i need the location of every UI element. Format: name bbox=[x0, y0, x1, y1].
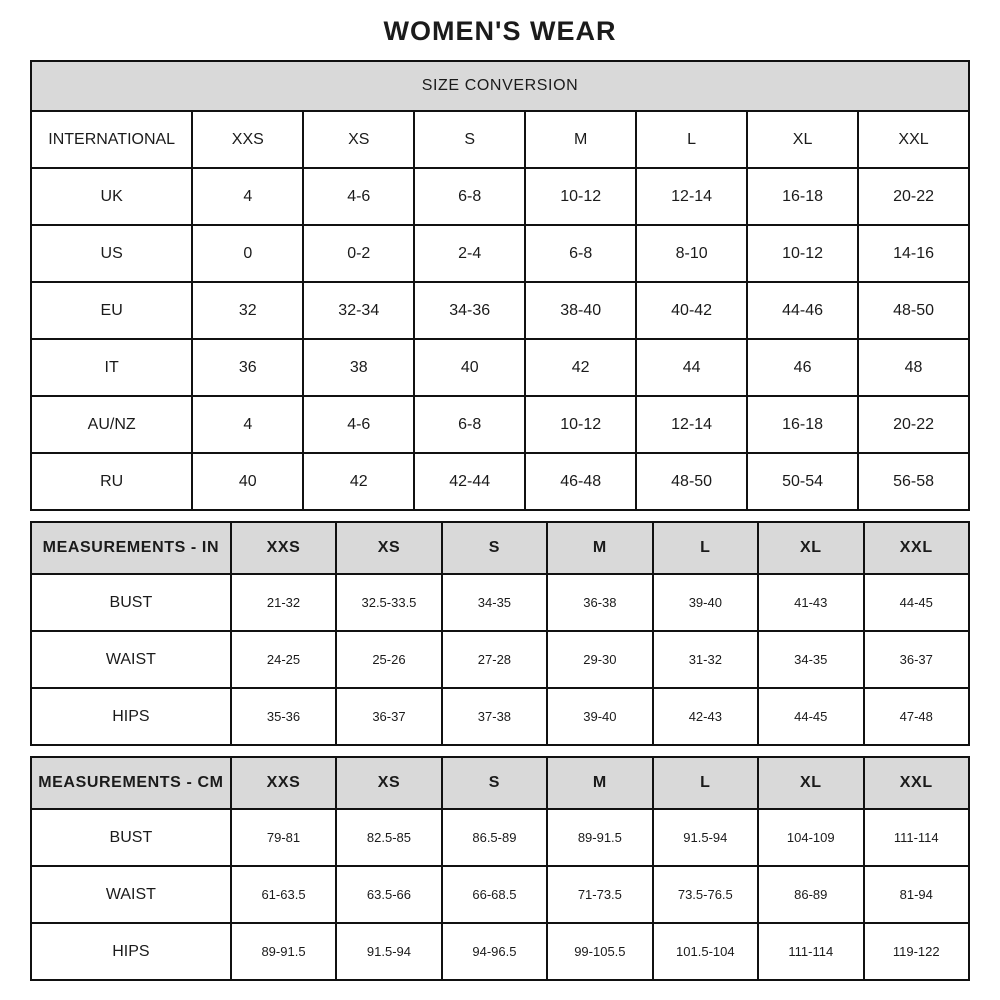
cell: 0 bbox=[192, 225, 303, 282]
column-header: XL bbox=[758, 757, 863, 809]
cell: 111-114 bbox=[864, 809, 970, 866]
table-row bbox=[31, 453, 969, 510]
column-header: XXS bbox=[192, 111, 303, 168]
cell: 32 bbox=[192, 282, 303, 339]
cell: 44-45 bbox=[758, 688, 863, 745]
cell: 6-8 bbox=[414, 168, 525, 225]
cell: 42 bbox=[303, 453, 414, 510]
cell: 39-40 bbox=[653, 574, 758, 631]
header-row bbox=[31, 757, 969, 809]
cell: 6-8 bbox=[525, 225, 636, 282]
cell: 56-58 bbox=[858, 453, 969, 510]
column-header: XXL bbox=[864, 757, 970, 809]
cell: 38 bbox=[303, 339, 414, 396]
cell: 40 bbox=[414, 339, 525, 396]
cell: 79-81 bbox=[231, 809, 336, 866]
table-row bbox=[31, 923, 969, 980]
cell: 20-22 bbox=[858, 396, 969, 453]
row-label: BUST bbox=[31, 809, 231, 866]
page-title: WOMEN'S WEAR bbox=[383, 16, 617, 46]
cell: 44 bbox=[636, 339, 747, 396]
table-row bbox=[31, 866, 969, 923]
table-row bbox=[31, 168, 969, 225]
column-header: XXS bbox=[231, 522, 336, 574]
cell: 38-40 bbox=[525, 282, 636, 339]
cell: 20-22 bbox=[858, 168, 969, 225]
cell: 0-2 bbox=[303, 225, 414, 282]
cell: 10-12 bbox=[525, 168, 636, 225]
column-header: S bbox=[442, 757, 547, 809]
cell: 119-122 bbox=[864, 923, 970, 980]
column-header: XS bbox=[336, 522, 441, 574]
cell: 34-35 bbox=[442, 574, 547, 631]
table-row bbox=[31, 339, 969, 396]
cell: 94-96.5 bbox=[442, 923, 547, 980]
cell: 36-37 bbox=[864, 631, 970, 688]
cell: 21-32 bbox=[231, 574, 336, 631]
table-row bbox=[31, 574, 969, 631]
cell: 32-34 bbox=[303, 282, 414, 339]
row-label: BUST bbox=[31, 574, 231, 631]
size-conversion-table bbox=[30, 60, 970, 511]
cell: 63.5-66 bbox=[336, 866, 441, 923]
cell: 46-48 bbox=[525, 453, 636, 510]
measurements-in-table bbox=[30, 521, 970, 746]
column-header: XXS bbox=[231, 757, 336, 809]
cell: 10-12 bbox=[525, 396, 636, 453]
cell: 29-30 bbox=[547, 631, 652, 688]
cell: 44-46 bbox=[747, 282, 858, 339]
column-header: L bbox=[653, 522, 758, 574]
row-label: WAIST bbox=[31, 866, 231, 923]
table-row bbox=[31, 688, 969, 745]
column-header: L bbox=[636, 111, 747, 168]
cell: 47-48 bbox=[864, 688, 970, 745]
column-header: XXL bbox=[858, 111, 969, 168]
cell: 82.5-85 bbox=[336, 809, 441, 866]
cell: 39-40 bbox=[547, 688, 652, 745]
column-header: XXL bbox=[864, 522, 970, 574]
cell: 4-6 bbox=[303, 396, 414, 453]
cell: 12-14 bbox=[636, 168, 747, 225]
row-label: RU bbox=[31, 453, 192, 510]
cell: 27-28 bbox=[442, 631, 547, 688]
cell: 89-91.5 bbox=[547, 809, 652, 866]
column-header: XL bbox=[758, 522, 863, 574]
cell: 50-54 bbox=[747, 453, 858, 510]
cell: 73.5-76.5 bbox=[653, 866, 758, 923]
cell: 48-50 bbox=[858, 282, 969, 339]
cell: 16-18 bbox=[747, 168, 858, 225]
row-label: HIPS bbox=[31, 688, 231, 745]
column-header: M bbox=[547, 522, 652, 574]
cell: 34-36 bbox=[414, 282, 525, 339]
table-row bbox=[31, 631, 969, 688]
header-row bbox=[31, 522, 969, 574]
table-title-row bbox=[31, 61, 969, 111]
cell: 37-38 bbox=[442, 688, 547, 745]
row-label: AU/NZ bbox=[31, 396, 192, 453]
cell: 25-26 bbox=[336, 631, 441, 688]
cell: 42-44 bbox=[414, 453, 525, 510]
cell: 31-32 bbox=[653, 631, 758, 688]
column-header: XL bbox=[747, 111, 858, 168]
column-header: XS bbox=[336, 757, 441, 809]
cell: 46 bbox=[747, 339, 858, 396]
cell: 101.5-104 bbox=[653, 923, 758, 980]
column-header: S bbox=[442, 522, 547, 574]
cell: 2-4 bbox=[414, 225, 525, 282]
cell: 12-14 bbox=[636, 396, 747, 453]
cell: 81-94 bbox=[864, 866, 970, 923]
column-header: L bbox=[653, 757, 758, 809]
cell: 111-114 bbox=[758, 923, 863, 980]
table-row bbox=[31, 225, 969, 282]
cell: 4-6 bbox=[303, 168, 414, 225]
row-label: UK bbox=[31, 168, 192, 225]
cell: 66-68.5 bbox=[442, 866, 547, 923]
cell: 86-89 bbox=[758, 866, 863, 923]
cell: 36-38 bbox=[547, 574, 652, 631]
size-conversion-title: SIZE CONVERSION bbox=[31, 61, 969, 111]
row-label: HIPS bbox=[31, 923, 231, 980]
cell: 32.5-33.5 bbox=[336, 574, 441, 631]
cell: 40 bbox=[192, 453, 303, 510]
row-label: IT bbox=[31, 339, 192, 396]
column-header: INTERNATIONAL bbox=[31, 111, 192, 168]
cell: 89-91.5 bbox=[231, 923, 336, 980]
table-row bbox=[31, 809, 969, 866]
cell: 86.5-89 bbox=[442, 809, 547, 866]
cell: 99-105.5 bbox=[547, 923, 652, 980]
cell: 44-45 bbox=[864, 574, 970, 631]
row-label: US bbox=[31, 225, 192, 282]
row-label: WAIST bbox=[31, 631, 231, 688]
cell: 61-63.5 bbox=[231, 866, 336, 923]
cell: 8-10 bbox=[636, 225, 747, 282]
cell: 42-43 bbox=[653, 688, 758, 745]
cell: 6-8 bbox=[414, 396, 525, 453]
column-header: M bbox=[525, 111, 636, 168]
cell: 4 bbox=[192, 168, 303, 225]
table-row bbox=[31, 396, 969, 453]
column-header: S bbox=[414, 111, 525, 168]
row-label: EU bbox=[31, 282, 192, 339]
cell: 91.5-94 bbox=[336, 923, 441, 980]
column-header: MEASUREMENTS - IN bbox=[31, 522, 231, 574]
cell: 71-73.5 bbox=[547, 866, 652, 923]
cell: 10-12 bbox=[747, 225, 858, 282]
cell: 14-16 bbox=[858, 225, 969, 282]
cell: 104-109 bbox=[758, 809, 863, 866]
cell: 16-18 bbox=[747, 396, 858, 453]
column-header: M bbox=[547, 757, 652, 809]
cell: 48 bbox=[858, 339, 969, 396]
column-header: XS bbox=[303, 111, 414, 168]
column-header: MEASUREMENTS - CM bbox=[31, 757, 231, 809]
cell: 41-43 bbox=[758, 574, 863, 631]
cell: 91.5-94 bbox=[653, 809, 758, 866]
cell: 48-50 bbox=[636, 453, 747, 510]
cell: 36 bbox=[192, 339, 303, 396]
cell: 35-36 bbox=[231, 688, 336, 745]
cell: 40-42 bbox=[636, 282, 747, 339]
cell: 34-35 bbox=[758, 631, 863, 688]
cell: 42 bbox=[525, 339, 636, 396]
cell: 24-25 bbox=[231, 631, 336, 688]
header-row bbox=[31, 111, 969, 168]
cell: 4 bbox=[192, 396, 303, 453]
table-row bbox=[31, 282, 969, 339]
measurements-cm-table bbox=[30, 756, 970, 981]
cell: 36-37 bbox=[336, 688, 441, 745]
